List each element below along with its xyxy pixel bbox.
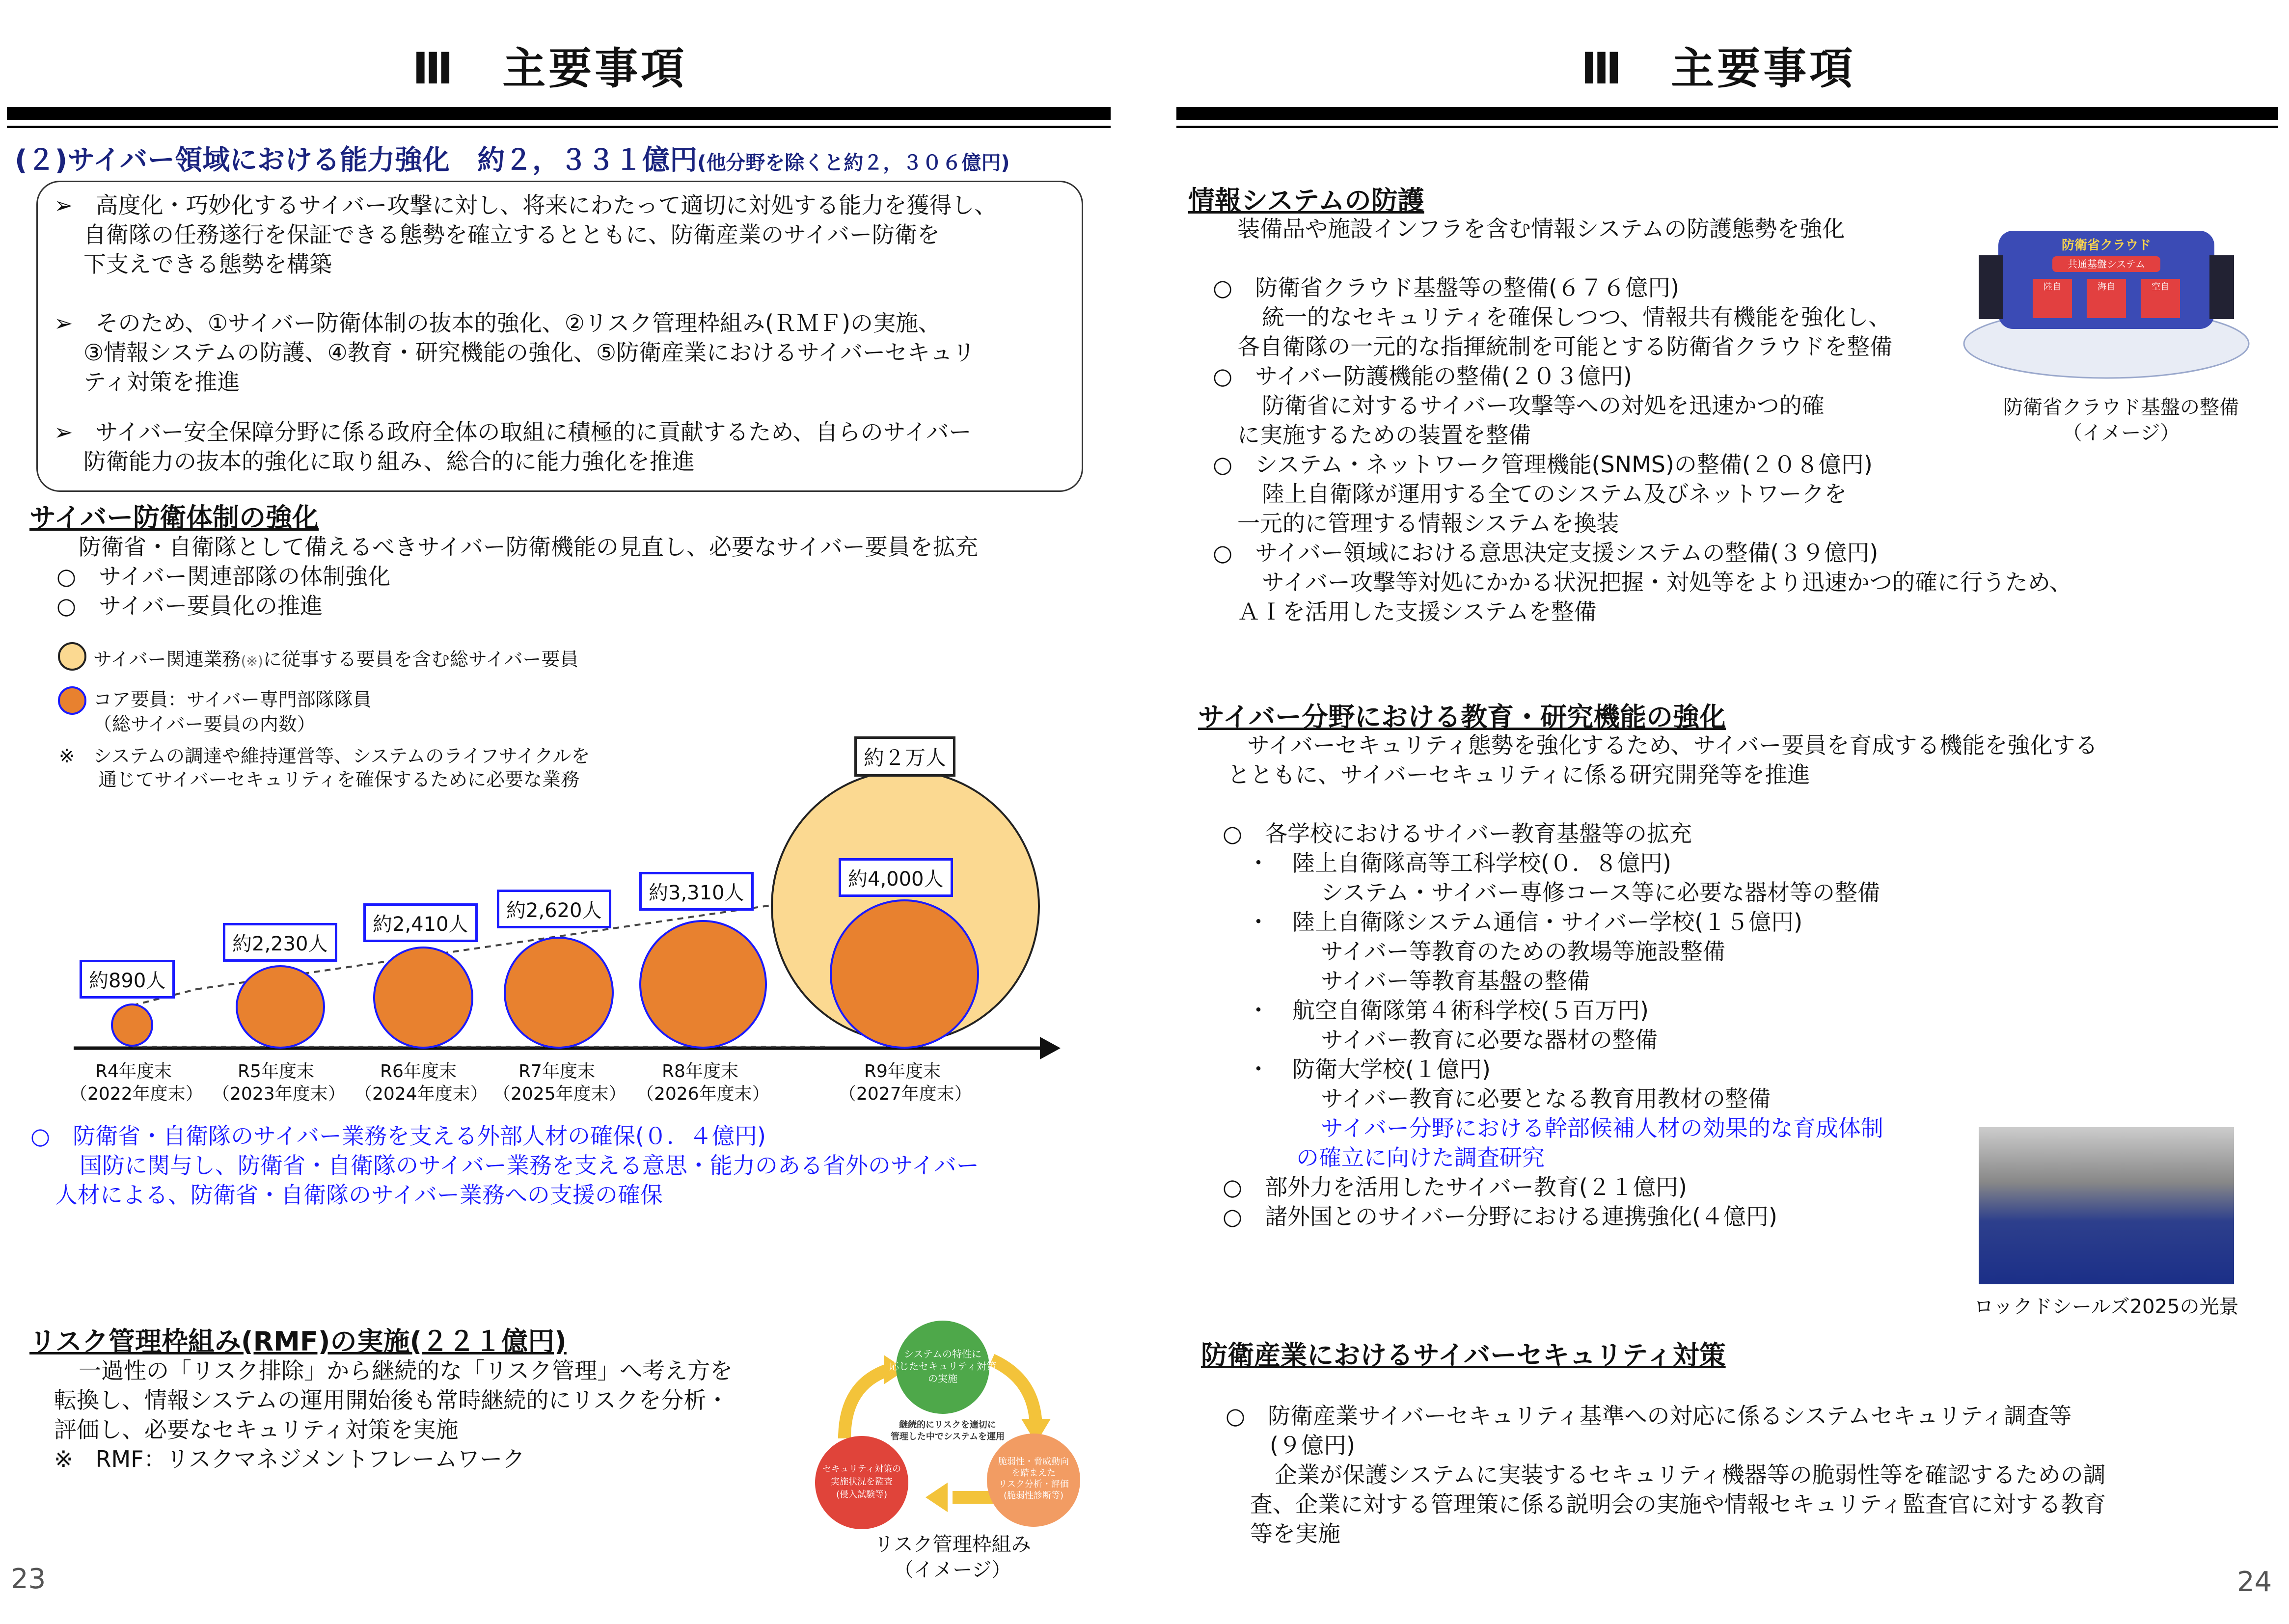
legend-total-swatch <box>58 642 86 671</box>
defense-item-2: ○ サイバー要員化の推進 <box>56 593 323 619</box>
section-title: (２)サイバー領域における能力強化 約２，３３１億円 <box>15 144 698 176</box>
year-sub: （2025年度末） <box>493 1084 627 1104</box>
info-lead: 装備品や施設インフラを含む情報システムの防護態勢を強化 <box>1237 216 1845 242</box>
locked-shields-photo <box>1979 1127 2234 1284</box>
page-number-left: 23 <box>11 1563 46 1595</box>
defense-item-1: ○ サイバー関連部隊の体制強化 <box>56 563 390 590</box>
legend-core <box>93 687 372 736</box>
summary-bullet-2 <box>54 308 975 397</box>
info-body <box>1213 273 2072 626</box>
rmf-caption-2: （イメージ） <box>894 1559 1011 1581</box>
legend-core-line-2: （総サイバー要員の内数） <box>93 713 316 735</box>
info-line: に実施するための装置を整備 <box>1237 422 1531 448</box>
cloud-diagram <box>1959 211 2273 388</box>
year-sub: （2023年度末） <box>212 1084 346 1104</box>
year-2026 <box>636 1060 770 1106</box>
summary-line: 自衛隊の任務遂行を保証できる態勢を確立するとともに、防衛産業のサイバー防衛を <box>83 221 940 248</box>
info-line: サイバー攻撃等対処にかかる状況把握・対処等をより迅速かつ的確に行うため、 <box>1262 569 2072 595</box>
total-label: 約２万人 <box>854 736 955 777</box>
summary-line: ティ対策を推進 <box>83 369 240 395</box>
rmf-line: ※ RMF：リスクマネジメントフレームワーク <box>54 1446 525 1472</box>
edu-line-highlight: サイバー分野における幹部候補人材の効果的な育成体制 <box>1321 1115 1883 1141</box>
external-line-3: 人材による、防衛省・自衛隊のサイバー業務への支援の確保 <box>55 1182 663 1208</box>
core-label-2027: 約4,000人 <box>839 858 953 897</box>
year-sub: （2022年度末） <box>70 1084 203 1104</box>
core-label-2025: 約2,620人 <box>497 890 611 928</box>
cycle-center-2: 管理した中でシステムを運用 <box>890 1432 1005 1442</box>
info-heading: 情報システムの防護 <box>1188 185 1424 216</box>
cycle-left-3: (侵入試験等) <box>836 1489 888 1500</box>
cycle-right-1: 脆弱性・脅威動向 <box>998 1457 1069 1467</box>
info-line: 各自衛隊の一元的な指揮統制を可能とする防衛省クラウドを整備 <box>1237 333 1892 360</box>
edu-line: ・ 陸上自衛隊システム通信・サイバー学校(１５億円) <box>1247 909 1803 935</box>
core-bubble-2023 <box>236 965 325 1049</box>
cloud-box-msdf-label: 海自 <box>2098 282 2115 292</box>
cloud-caption-2: （イメージ） <box>2062 422 2180 444</box>
defense-heading: サイバー防衛体制の強化 <box>29 502 319 533</box>
info-line: ＡＩを活用した支援システムを整備 <box>1237 598 1597 625</box>
edu-line: ・ 航空自衛隊第４術科学校(５百万円) <box>1247 997 1649 1024</box>
industry-line: ○ 防衛産業サイバーセキュリティ基準への対応に係るシステムセキュリティ調査等 <box>1226 1403 2072 1429</box>
cycle-left-1: セキュリティ対策の <box>822 1464 901 1474</box>
core-label-2024: 約2,410人 <box>363 903 478 942</box>
rmf-heading: リスク管理枠組み(RMF)の実施(２２１億円) <box>29 1326 567 1357</box>
year-label: R9年度末 <box>864 1061 941 1082</box>
core-label-2026: 約3,310人 <box>639 872 754 911</box>
industry-body <box>1226 1401 2106 1548</box>
server-rack-right <box>2209 255 2234 319</box>
cloud-box-gsdf-label: 陸自 <box>2044 282 2061 292</box>
edu-lead-2: とともに、サイバーセキュリティに係る研究開発等を推進 <box>1227 761 1810 788</box>
core-bubble-2024 <box>373 947 473 1049</box>
info-line: 統一的なセキュリティを確保しつつ、情報共有機能を強化し、 <box>1262 304 1891 330</box>
rmf-caption <box>830 1532 1075 1583</box>
core-bubble-2027 <box>830 899 979 1049</box>
edu-lead-1: サイバーセキュリティ態勢を強化するため、サイバー要員を育成する機能を強化する <box>1247 732 2098 758</box>
year-sub: （2026年度末） <box>636 1084 770 1104</box>
legend-core-swatch <box>58 686 86 715</box>
edu-line: ・ 防衛大学校(１億円) <box>1247 1056 1491 1083</box>
year-2024 <box>354 1060 488 1106</box>
edu-heading: サイバー分野における教育・研究機能の強化 <box>1198 702 1726 732</box>
summary-line: ③情報システムの防護、④教育・研究機能の強化、⑤防衛産業におけるサイバーセキュリ <box>83 339 976 366</box>
section-heading <box>15 138 1010 178</box>
cycle-arrow-right <box>992 1360 1036 1429</box>
rmf-body <box>54 1356 733 1474</box>
year-2025 <box>493 1060 627 1106</box>
edu-line: ○ 部外力を活用したサイバー教育(２１億円) <box>1223 1174 1687 1200</box>
rmf-caption-1: リスク管理枠組み <box>874 1533 1031 1556</box>
title-rule-left <box>7 107 1111 120</box>
external-line-2: 国防に関与し、防衛省・自衛隊のサイバー業務を支える意思・能力のある省外のサイバー <box>80 1152 979 1179</box>
external-talent <box>30 1121 979 1210</box>
summary-line: ➢ 高度化・巧妙化するサイバー攻撃に対し、将来にわたって適切に対処する能力を獲得し、 <box>54 192 997 218</box>
cycle-right-2: を踏まえた <box>1011 1468 1056 1478</box>
cycle-top-1: システムの特性に <box>904 1348 981 1360</box>
title-rule-right-thin <box>1176 126 2278 128</box>
cycle-top-3: の実施 <box>928 1373 957 1384</box>
legend-total-a: サイバー関連業務 <box>93 649 241 670</box>
core-bubble-2025 <box>504 937 614 1049</box>
core-bubble-2022 <box>111 1003 153 1047</box>
year-2023 <box>212 1060 346 1106</box>
year-label: R4年度末 <box>95 1061 172 1082</box>
info-line: 陸上自衛隊が運用する全てのシステム及びネットワークを <box>1262 481 1847 507</box>
cloud-common-label: 共通基盤システム <box>2068 258 2145 270</box>
edu-line: サイバー等教育基盤の整備 <box>1321 968 1590 994</box>
legend-total-mark: (※) <box>241 653 263 669</box>
legend-note-line-1: ※ システムの調達や維持運営等、システムのライフサイクルを <box>59 745 590 767</box>
year-label: R5年度末 <box>238 1061 314 1082</box>
cycle-top-2: 応じたセキュリティ対策 <box>889 1360 996 1372</box>
info-line: ○ 防衛省クラウド基盤等の整備(６７６億円) <box>1213 274 1680 301</box>
core-bubble-2026 <box>639 920 767 1049</box>
summary-line: 防衛能力の抜本的強化に取り組み、総合的に能力強化を推進 <box>83 448 695 475</box>
summary-line: 下支えできる態勢を構築 <box>83 251 332 277</box>
edu-line: ・ 陸上自衛隊高等工科学校(０．８億円) <box>1247 850 1671 876</box>
timeline-arrow <box>1040 1037 1061 1059</box>
server-rack-left <box>1979 255 2003 319</box>
page-title-left: Ⅲ 主要事項 <box>412 43 687 94</box>
info-line: ○ サイバー防護機能の整備(２０３億円) <box>1213 363 1632 389</box>
edu-lead <box>1227 731 2098 789</box>
industry-line: 査、企業に対する管理策に係る説明会の実施や情報セキュリティ監査官に対する教育 <box>1250 1491 2106 1517</box>
rmf-line: 転換し、情報システムの運用開始後も常時継続的にリスクを分析・ <box>54 1387 729 1413</box>
year-label: R6年度末 <box>380 1061 457 1082</box>
page-title-right: Ⅲ 主要事項 <box>1581 43 1856 94</box>
summary-line: ➢ そのため、①サイバー防衛体制の抜本的強化、②リスク管理枠組み(ＲＭＦ)の実施、 <box>54 310 941 336</box>
industry-line: 等を実施 <box>1250 1520 1340 1547</box>
rmf-line: 評価し、必要なセキュリティ対策を実施 <box>54 1416 459 1443</box>
year-2022 <box>70 1060 203 1106</box>
summary-bullet-3 <box>54 417 971 476</box>
info-line: ○ システム・ネットワーク管理機能(SNMS)の整備(２０８億円) <box>1213 451 1873 478</box>
legend-note-line-2: 通じてサイバーセキュリティを確保するために必要な業務 <box>98 769 580 790</box>
edu-line: システム・サイバー専修コース等に必要な器材等の整備 <box>1321 879 1880 906</box>
external-line-1: ○ 防衛省・自衛隊のサイバー業務を支える外部人材の確保(０．４億円) <box>30 1123 766 1149</box>
core-label-2023: 約2,230人 <box>223 923 337 962</box>
cloud-box-asdf-label: 空自 <box>2152 282 2169 292</box>
title-rule-left-thin <box>7 126 1111 128</box>
legend-core-line-1: コア要員：サイバー専門部隊隊員 <box>93 689 372 710</box>
edu-line: サイバー等教育のための教場等施設整備 <box>1321 938 1725 965</box>
legend-total-b: に従事する要員を含む総サイバー要員 <box>263 649 579 670</box>
cycle-right-3: リスク分析・評価 <box>998 1479 1069 1489</box>
cloud-title: 防衛省クラウド <box>2061 238 2152 253</box>
info-line: 一元的に管理する情報システムを換装 <box>1237 510 1619 537</box>
cycle-arrowhead-bottom <box>926 1483 948 1512</box>
edu-line: サイバー教育に必要となる教育用教材の整備 <box>1321 1085 1771 1112</box>
industry-line: 企業が保護システムに実装するセキュリティ機器等の脆弱性等を確認するための調 <box>1275 1462 2106 1488</box>
cloud-caption <box>1979 395 2263 446</box>
edu-line: ○ 諸外国とのサイバー分野における連携強化(４億円) <box>1223 1203 1777 1230</box>
core-label-2022: 約890人 <box>80 960 175 999</box>
cloud-caption-1: 防衛省クラウド基盤の整備 <box>2003 396 2239 419</box>
cycle-left-2: 実施状況を監査 <box>831 1477 893 1487</box>
photo-caption: ロックドシールズ2025の光景 <box>1974 1296 2239 1318</box>
info-line: 防衛省に対するサイバー攻撃等への対処を迅速かつ的確 <box>1262 392 1825 419</box>
cycle-right-4: (脆弱性診断等) <box>1003 1490 1064 1501</box>
page-number-right: 24 <box>2237 1566 2272 1598</box>
edu-line-highlight: の確立に向けた調査研究 <box>1296 1144 1545 1171</box>
industry-heading: 防衛産業におけるサイバーセキュリティ対策 <box>1201 1340 1726 1371</box>
industry-line: (９億円) <box>1270 1432 1355 1459</box>
cycle-center-1: 継続的にリスクを適切に <box>899 1420 996 1430</box>
summary-bullet-1 <box>54 190 997 279</box>
year-label: R7年度末 <box>518 1061 595 1082</box>
edu-line: ○ 各学校におけるサイバー教育基盤等の拡充 <box>1223 820 1692 847</box>
title-rule-right <box>1176 107 2278 120</box>
cycle-arrow-left <box>845 1370 889 1438</box>
year-label: R8年度末 <box>662 1061 738 1082</box>
legend-note <box>59 744 590 791</box>
year-2027 <box>839 1060 972 1106</box>
rmf-line: 一過性の「リスク排除」から継続的な「リスク管理」へ考え方を <box>79 1357 733 1384</box>
legend-total <box>93 644 579 671</box>
info-line: ○ サイバー領域における意思決定支援システムの整備(３９億円) <box>1213 540 1879 566</box>
edu-line: サイバー教育に必要な器材の整備 <box>1321 1027 1658 1053</box>
defense-lead: 防衛省・自衛隊として備えるべきサイバー防衛機能の見直し、必要なサイバー要員を拡充 <box>79 534 978 560</box>
section-note: (他分野を除くと約２，３０６億円) <box>697 152 1010 174</box>
year-sub: （2024年度末） <box>354 1084 488 1104</box>
summary-line: ➢ サイバー安全保障分野に係る政府全体の取組に積極的に貢献するため、自らのサイバー <box>54 419 972 445</box>
rmf-cycle-diagram <box>805 1316 1100 1551</box>
edu-body <box>1223 819 1883 1231</box>
year-sub: （2027年度末） <box>839 1084 972 1104</box>
